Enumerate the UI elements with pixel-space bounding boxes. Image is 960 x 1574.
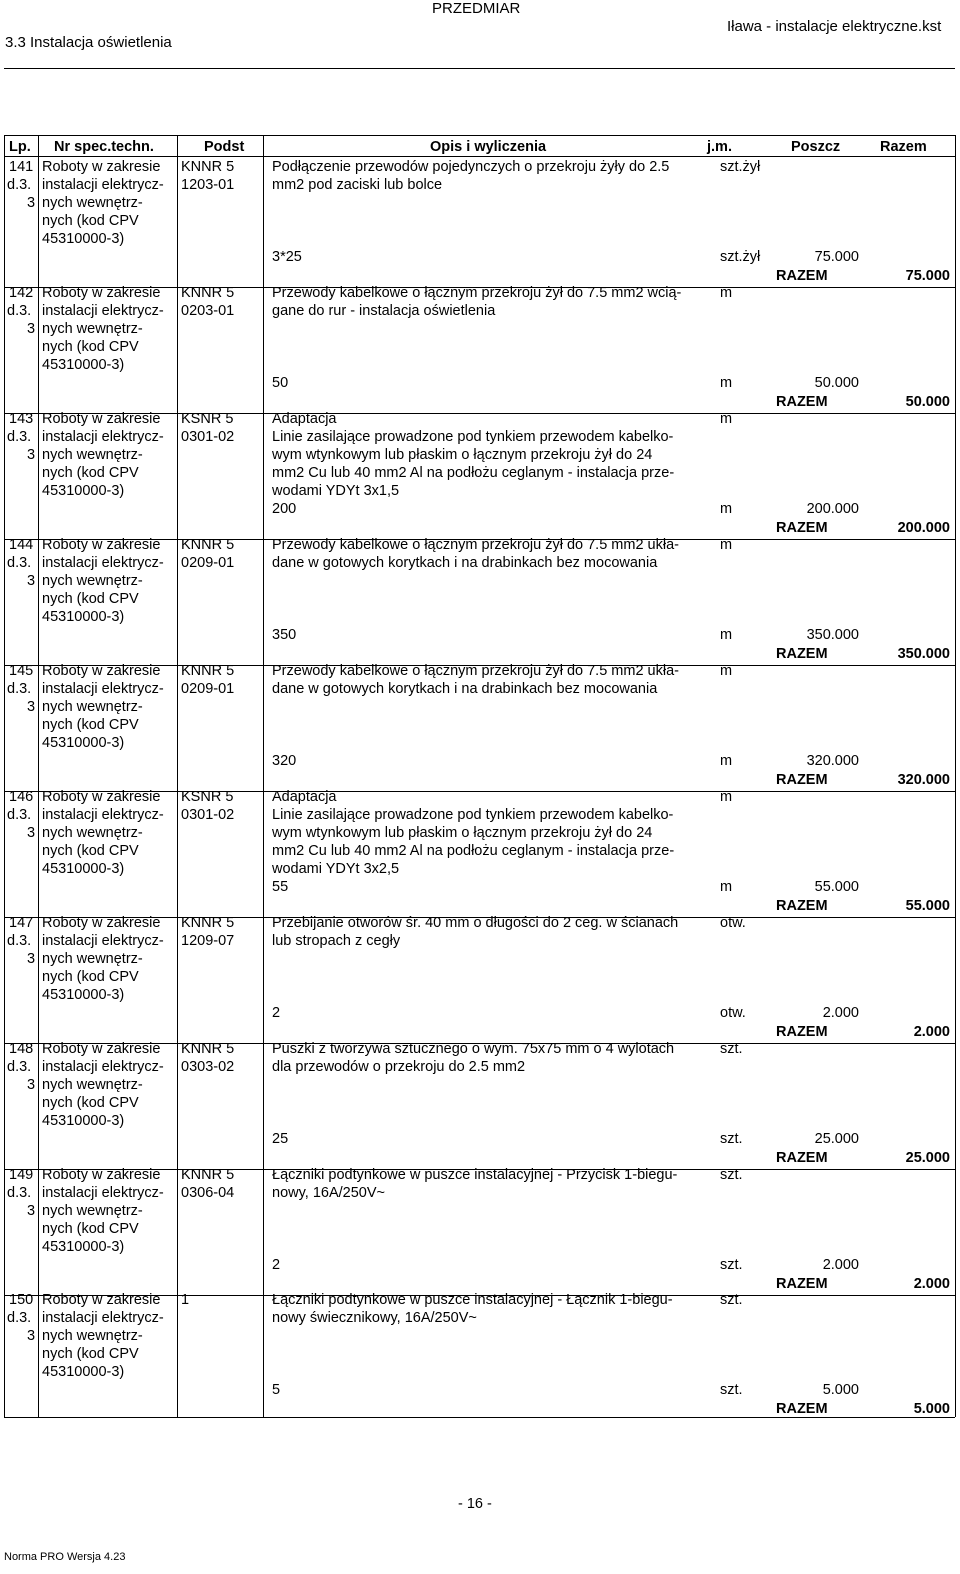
- row-calc-value: 350.000: [806, 627, 859, 643]
- row-spec-line: nych (kod CPV: [42, 1221, 139, 1237]
- row-spec-line: Roboty w zakresie: [42, 285, 161, 301]
- row-lp: 3: [27, 825, 36, 841]
- row-description-line: Łączniki podtynkowe w puszce instalacyjnej - Łącznik 1-biegu-: [272, 1292, 673, 1308]
- row-calc-expression: 5: [272, 1382, 281, 1398]
- row-calc-unit: szt.: [720, 1382, 743, 1398]
- row-description-line: Przewody kabelkowe o łącznym przekroju żył do 7.5 mm2 wcią-: [272, 285, 682, 301]
- row-lp: d.3.: [7, 807, 32, 823]
- row-calc-value: 55.000: [814, 879, 859, 895]
- row-spec-line: nych wewnętrz-: [42, 951, 143, 967]
- row-spec-line: 45310000-3): [42, 735, 125, 751]
- header-opis: Opis i wyliczenia: [430, 139, 547, 155]
- row-podst-line: KNNR 5: [181, 915, 235, 931]
- row-spec-line: nych (kod CPV: [42, 843, 139, 859]
- row-total-label: RAZEM: [776, 1024, 828, 1040]
- row-total-label: RAZEM: [776, 1276, 828, 1292]
- row-calc-expression: 350: [272, 627, 297, 643]
- row-calc-value: 50.000: [814, 375, 859, 391]
- row-calc-unit: m: [720, 375, 733, 391]
- row-description-line: mm2 Cu lub 40 mm2 Al na podłożu ceglanym - instalacja prze-: [272, 465, 675, 481]
- row-podst-line: KSNR 5: [181, 789, 234, 805]
- row-lp: 143: [9, 411, 34, 427]
- row-lp: d.3.: [7, 177, 32, 193]
- row-description-line: dane w gotowych korytkach i na drabinkach bez mocowania: [272, 681, 658, 697]
- row-lp: d.3.: [7, 681, 32, 697]
- row-calc-unit: m: [720, 627, 733, 643]
- header-poszcz: Poszcz: [791, 139, 841, 155]
- row-spec-line: nych (kod CPV: [42, 717, 139, 733]
- row-unit: m: [720, 789, 733, 805]
- row-lp: 3: [27, 1203, 36, 1219]
- row-total-label: RAZEM: [776, 646, 828, 662]
- row-total-label: RAZEM: [776, 1401, 828, 1417]
- table-left-border: [4, 135, 5, 1417]
- row-total-value: 5.000: [913, 1401, 950, 1417]
- row-spec-line: nych (kod CPV: [42, 1095, 139, 1111]
- page-number: - 16 -: [458, 1496, 492, 1512]
- row-spec-line: Roboty w zakresie: [42, 915, 161, 931]
- row-total-label: RAZEM: [776, 394, 828, 410]
- section-title: 3.3 Instalacja oświetlenia: [5, 34, 172, 51]
- row-podst-line: 0301-02: [181, 429, 235, 445]
- row-calc-expression: 50: [272, 375, 289, 391]
- row-lp: 3: [27, 699, 36, 715]
- table-header-bottom-border: [4, 156, 955, 157]
- row-podst-line: KNNR 5: [181, 1041, 235, 1057]
- col-divider-podst: [263, 135, 264, 1417]
- row-calc-value: 75.000: [814, 249, 859, 265]
- row-lp: 149: [9, 1167, 34, 1183]
- row-calc-expression: 200: [272, 501, 297, 517]
- row-podst-line: KNNR 5: [181, 663, 235, 679]
- row-lp: d.3.: [7, 303, 32, 319]
- row-podst-line: KNNR 5: [181, 1167, 235, 1183]
- row-total-label: RAZEM: [776, 1150, 828, 1166]
- table-bottom-border: [4, 1417, 955, 1418]
- row-description-line: Łączniki podtynkowe w puszce instalacyjnej - Przycisk 1-biegu-: [272, 1167, 678, 1183]
- row-description-line: dane w gotowych korytkach i na drabinkach bez mocowania: [272, 555, 658, 571]
- header-lp: Lp.: [9, 139, 31, 155]
- row-spec-line: 45310000-3): [42, 231, 125, 247]
- row-spec-line: Roboty w zakresie: [42, 1167, 161, 1183]
- row-spec-line: nych (kod CPV: [42, 465, 139, 481]
- row-calc-value: 2.000: [822, 1257, 859, 1273]
- row-calc-unit: m: [720, 879, 733, 895]
- row-spec-line: nych (kod CPV: [42, 339, 139, 355]
- row-lp: d.3.: [7, 555, 32, 571]
- row-podst-line: 1209-07: [181, 933, 235, 949]
- row-spec-line: Roboty w zakresie: [42, 663, 161, 679]
- row-spec-line: instalacji elektrycz-: [42, 807, 164, 823]
- row-total-value: 25.000: [905, 1150, 950, 1166]
- row-spec-line: 45310000-3): [42, 609, 125, 625]
- row-description-line: gane do rur - instalacja oświetlenia: [272, 303, 496, 319]
- row-description-line: Przewody kabelkowe o łącznym przekroju żył do 7.5 mm2 ukła-: [272, 663, 679, 679]
- row-lp: 3: [27, 951, 36, 967]
- row-podst-line: KNNR 5: [181, 537, 235, 553]
- row-unit: m: [720, 663, 733, 679]
- row-podst-line: 1203-01: [181, 177, 235, 193]
- row-spec-line: instalacji elektrycz-: [42, 933, 164, 949]
- header-razem: Razem: [880, 139, 927, 155]
- row-unit: szt.żył: [720, 159, 761, 175]
- row-description-line: dla przewodów o przekroju do 2.5 mm2: [272, 1059, 526, 1075]
- row-unit: m: [720, 411, 733, 427]
- row-total-value: 2.000: [913, 1024, 950, 1040]
- row-spec-line: 45310000-3): [42, 1239, 125, 1255]
- row-lp: d.3.: [7, 1059, 32, 1075]
- row-lp: 146: [9, 789, 34, 805]
- col-divider-lp: [38, 135, 39, 1417]
- row-lp: d.3.: [7, 1185, 32, 1201]
- row-podst-line: KNNR 5: [181, 159, 235, 175]
- row-spec-line: nych wewnętrz-: [42, 447, 143, 463]
- header-nr-spec: Nr spec.techn.: [54, 139, 154, 155]
- row-total-value: 200.000: [897, 520, 950, 536]
- row-description-line: Linie zasilające prowadzone pod tynkiem przewodem kabelko-: [272, 429, 674, 445]
- row-calc-expression: 2: [272, 1257, 281, 1273]
- row-spec-line: instalacji elektrycz-: [42, 1185, 164, 1201]
- row-podst-line: 0301-02: [181, 807, 235, 823]
- row-lp: 3: [27, 321, 36, 337]
- row-spec-line: instalacji elektrycz-: [42, 177, 164, 193]
- row-spec-line: Roboty w zakresie: [42, 789, 161, 805]
- row-total-label: RAZEM: [776, 268, 828, 284]
- software-footer: Norma PRO Wersja 4.23: [4, 1551, 126, 1563]
- row-total-value: 50.000: [905, 394, 950, 410]
- row-podst-line: KNNR 5: [181, 285, 235, 301]
- row-spec-line: instalacji elektrycz-: [42, 555, 164, 571]
- row-lp: 145: [9, 663, 34, 679]
- row-description-line: nowy, 16A/250V~: [272, 1185, 385, 1201]
- row-description-line: Linie zasilające prowadzone pod tynkiem przewodem kabelko-: [272, 807, 674, 823]
- row-unit: szt.: [720, 1041, 743, 1057]
- row-total-value: 75.000: [905, 268, 950, 284]
- row-spec-line: Roboty w zakresie: [42, 159, 161, 175]
- row-spec-line: 45310000-3): [42, 861, 125, 877]
- row-podst-line: KSNR 5: [181, 411, 234, 427]
- row-calc-value: 2.000: [822, 1005, 859, 1021]
- row-unit: szt.: [720, 1292, 743, 1308]
- row-podst-line: 1: [181, 1292, 190, 1308]
- file-name: Iława - instalacje elektryczne.kst: [727, 18, 942, 35]
- row-lp: 3: [27, 1328, 36, 1344]
- row-calc-unit: otw.: [720, 1005, 746, 1021]
- row-spec-line: Roboty w zakresie: [42, 1041, 161, 1057]
- row-total-value: 2.000: [913, 1276, 950, 1292]
- row-calc-expression: 320: [272, 753, 297, 769]
- row-calc-unit: szt.: [720, 1257, 743, 1273]
- row-calc-expression: 55: [272, 879, 289, 895]
- row-calc-expression: 3*25: [272, 249, 302, 265]
- row-spec-line: nych wewnętrz-: [42, 1077, 143, 1093]
- col-divider-spec: [177, 135, 178, 1417]
- header-podst: Podst: [204, 139, 245, 155]
- row-spec-line: nych wewnętrz-: [42, 825, 143, 841]
- row-description-line: Adaptacja: [272, 411, 337, 427]
- row-podst-line: 0203-01: [181, 303, 235, 319]
- row-description-line: nowy świecznikowy, 16A/250V~: [272, 1310, 477, 1326]
- row-podst-line: 0303-02: [181, 1059, 235, 1075]
- row-lp: 3: [27, 1077, 36, 1093]
- row-spec-line: instalacji elektrycz-: [42, 681, 164, 697]
- row-description-line: wym wtynkowym lub płaskim o łącznym przekroju żył do 24: [272, 447, 653, 463]
- row-spec-line: nych (kod CPV: [42, 591, 139, 607]
- row-unit: m: [720, 537, 733, 553]
- row-podst-line: 0209-01: [181, 555, 235, 571]
- row-description-line: Przebijanie otworów śr. 40 mm o długości do 2 ceg. w ścianach: [272, 915, 679, 931]
- row-calc-value: 5.000: [822, 1382, 859, 1398]
- row-description-line: Podłączenie przewodów pojedynczych o przekroju żyły do 2.5: [272, 159, 670, 175]
- row-lp: 141: [9, 159, 34, 175]
- row-total-label: RAZEM: [776, 898, 828, 914]
- row-lp: 148: [9, 1041, 34, 1057]
- page-title: PRZEDMIAR: [432, 0, 521, 17]
- row-spec-line: instalacji elektrycz-: [42, 1310, 164, 1326]
- table-right-border: [955, 135, 956, 1417]
- row-lp: 144: [9, 537, 34, 553]
- row-total-value: 55.000: [905, 898, 950, 914]
- row-calc-expression: 2: [272, 1005, 281, 1021]
- row-description-line: wodami YDYt 3x1,5: [272, 483, 400, 499]
- row-spec-line: Roboty w zakresie: [42, 411, 161, 427]
- row-spec-line: 45310000-3): [42, 483, 125, 499]
- header-jm: j.m.: [707, 139, 732, 155]
- row-description-line: Puszki z tworzywa sztucznego o wym. 75x75 mm o 4 wylotach: [272, 1041, 675, 1057]
- row-podst-line: 0209-01: [181, 681, 235, 697]
- row-calc-expression: 25: [272, 1131, 289, 1147]
- row-description-line: wodami YDYt 3x2,5: [272, 861, 400, 877]
- row-description-line: mm2 Cu lub 40 mm2 Al na podłożu ceglanym - instalacja prze-: [272, 843, 675, 859]
- row-spec-line: nych (kod CPV: [42, 969, 139, 985]
- row-lp: 3: [27, 447, 36, 463]
- row-spec-line: nych (kod CPV: [42, 213, 139, 229]
- row-description-line: Przewody kabelkowe o łącznym przekroju żył do 7.5 mm2 ukła-: [272, 537, 679, 553]
- row-unit: otw.: [720, 915, 746, 931]
- row-spec-line: nych (kod CPV: [42, 1346, 139, 1362]
- row-total-label: RAZEM: [776, 772, 828, 788]
- row-lp: d.3.: [7, 429, 32, 445]
- row-spec-line: 45310000-3): [42, 1364, 125, 1380]
- row-total-label: RAZEM: [776, 520, 828, 536]
- row-description-line: lub stropach z cegły: [272, 933, 401, 949]
- row-lp: 3: [27, 195, 36, 211]
- header-rule: [4, 68, 955, 69]
- row-spec-line: 45310000-3): [42, 357, 125, 373]
- row-unit: m: [720, 285, 733, 301]
- row-spec-line: Roboty w zakresie: [42, 1292, 161, 1308]
- row-spec-line: nych wewnętrz-: [42, 321, 143, 337]
- row-description-line: wym wtynkowym lub płaskim o łącznym przekroju żył do 24: [272, 825, 653, 841]
- row-spec-line: Roboty w zakresie: [42, 537, 161, 553]
- row-unit: szt.: [720, 1167, 743, 1183]
- row-total-value: 350.000: [897, 646, 950, 662]
- row-spec-line: 45310000-3): [42, 987, 125, 1003]
- row-description-line: mm2 pod zaciski lub bolce: [272, 177, 443, 193]
- row-spec-line: nych wewnętrz-: [42, 573, 143, 589]
- row-spec-line: nych wewnętrz-: [42, 699, 143, 715]
- row-calc-unit: m: [720, 753, 733, 769]
- row-lp: 150: [9, 1292, 34, 1308]
- row-spec-line: instalacji elektrycz-: [42, 1059, 164, 1075]
- row-spec-line: nych wewnętrz-: [42, 1203, 143, 1219]
- row-spec-line: instalacji elektrycz-: [42, 429, 164, 445]
- row-description-line: Adaptacja: [272, 789, 337, 805]
- row-total-value: 320.000: [897, 772, 950, 788]
- row-lp: 3: [27, 573, 36, 589]
- row-spec-line: instalacji elektrycz-: [42, 303, 164, 319]
- row-lp: d.3.: [7, 933, 32, 949]
- row-spec-line: nych wewnętrz-: [42, 195, 143, 211]
- row-calc-unit: m: [720, 501, 733, 517]
- row-podst-line: 0306-04: [181, 1185, 235, 1201]
- row-spec-line: nych wewnętrz-: [42, 1328, 143, 1344]
- row-spec-line: 45310000-3): [42, 1113, 125, 1129]
- row-calc-value: 25.000: [814, 1131, 859, 1147]
- row-calc-value: 320.000: [806, 753, 859, 769]
- row-lp: d.3.: [7, 1310, 32, 1326]
- row-calc-value: 200.000: [806, 501, 859, 517]
- row-calc-unit: szt.: [720, 1131, 743, 1147]
- row-lp: 147: [9, 915, 34, 931]
- row-lp: 142: [9, 285, 34, 301]
- table-top-border: [4, 135, 955, 136]
- row-calc-unit: szt.żył: [720, 249, 761, 265]
